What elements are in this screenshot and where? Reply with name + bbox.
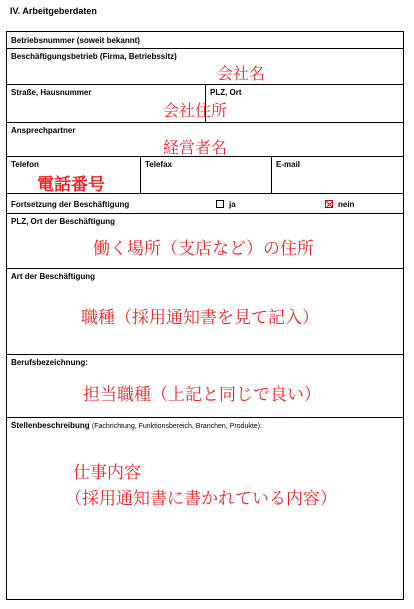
email-label: E-mail: [276, 160, 301, 169]
section-title: IV. Arbeitgeberdaten: [10, 6, 97, 16]
telefon-field[interactable]: [7, 157, 140, 193]
ja-label: ja: [229, 200, 236, 209]
fortsetzung-label: Fortsetzung der Beschäftigung: [11, 200, 130, 209]
ansprechpartner-label: Ansprechpartner: [11, 126, 76, 135]
row-ansprechpartner[interactable]: [7, 123, 403, 157]
stellenbeschreibung-title: Stellenbeschreibung: [11, 421, 90, 430]
plz-ort-beschaeftigung-annotation: 働く場所（支店など）の住所: [93, 239, 314, 259]
plz-ort-label: PLZ, Ort: [210, 88, 242, 97]
ansprechpartner-annotation: 経営者名: [163, 138, 228, 157]
row-stellenbeschreibung[interactable]: [7, 418, 403, 599]
art-label: Art der Beschäftigung: [11, 272, 96, 281]
row-plz-ort-beschaeftigung[interactable]: [7, 214, 403, 269]
berufsbezeichnung-label: Berufsbezeichnung:: [11, 358, 88, 367]
row-betrieb[interactable]: [7, 49, 403, 85]
row-art[interactable]: [7, 269, 403, 355]
stellenbeschreibung-detail: (Fachrichtung, Funktionsbereich, Branchen, Produkte):: [91, 423, 262, 430]
plz-ort-field[interactable]: [206, 85, 403, 122]
telefax-field[interactable]: [141, 157, 271, 193]
nein-checkbox[interactable]: [325, 200, 333, 208]
telefon-label: Telefon: [11, 160, 39, 169]
employer-data-form: [6, 31, 404, 600]
plz-ort-beschaeftigung-label: PLZ, Ort der Beschäftigung: [11, 217, 116, 226]
telefon-annotation: 電話番号: [37, 175, 105, 195]
email-field[interactable]: [272, 157, 403, 193]
stellenbeschreibung-label: [11, 421, 262, 430]
row-contact: [7, 157, 403, 194]
row-fortsetzung: [7, 194, 403, 214]
betriebsnummer-label: Betriebsnummer (soweit bekannt): [11, 36, 140, 45]
berufsbezeichnung-annotation: 担当職種（上記と同じで良い）: [83, 385, 321, 405]
stellenbeschreibung-annotation-1: 仕事内容: [73, 463, 141, 483]
row-berufsbezeichnung[interactable]: [7, 355, 403, 418]
strasse-label: Straße, Hausnummer: [11, 88, 92, 97]
art-annotation: 職種（採用通知書を見て記入）: [81, 308, 319, 328]
betrieb-annotation: 会社名: [217, 64, 266, 83]
nein-label: nein: [338, 200, 355, 209]
ja-checkbox[interactable]: [216, 200, 224, 208]
row-address: [7, 85, 403, 123]
stellenbeschreibung-annotation-2: （採用通知書に書かれている内容）: [65, 489, 337, 509]
row-betriebsnummer[interactable]: [7, 32, 403, 49]
telefax-label: Telefax: [145, 160, 172, 169]
strasse-annotation: 会社住所: [163, 101, 228, 120]
betrieb-label: Beschäftigungsbetrieb (Firma, Betriebssitz): [11, 52, 177, 61]
